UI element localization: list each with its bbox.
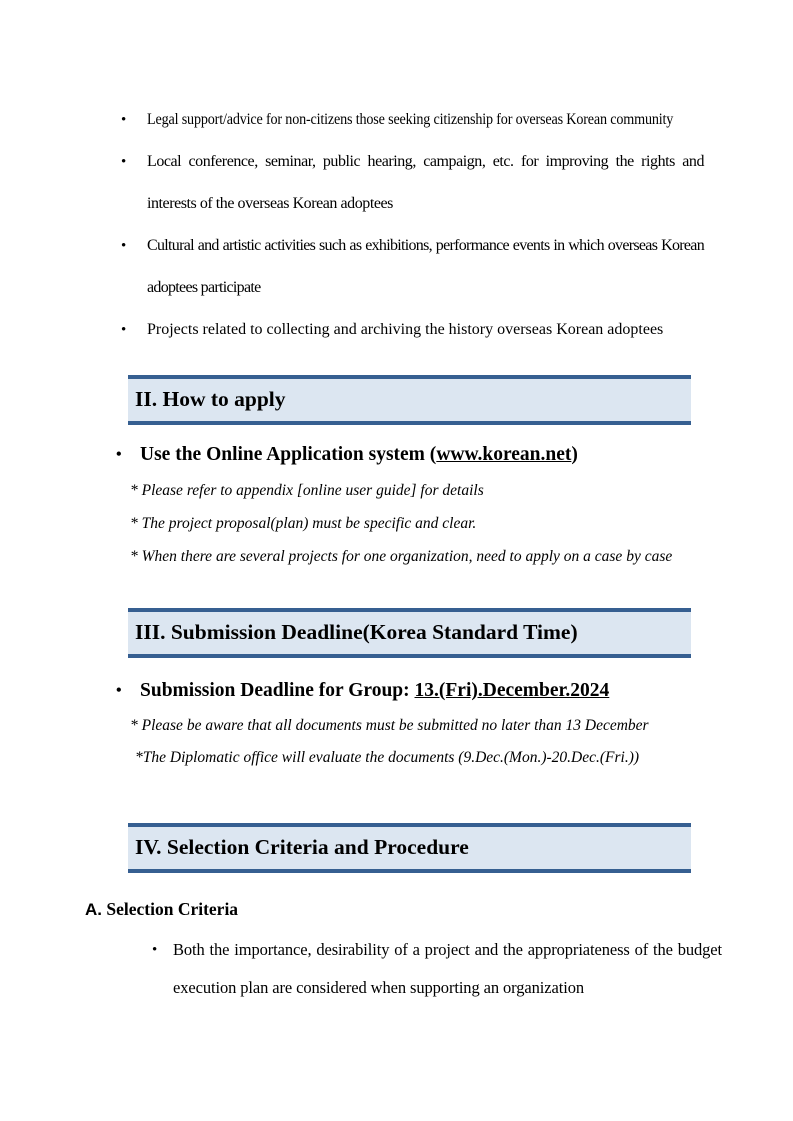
text-segment: ) <box>571 444 578 465</box>
section-heading-selection <box>128 823 691 873</box>
section-heading-how-to-apply <box>128 375 691 425</box>
note-line: * When there are several projects for one organization, need to apply on a case by case <box>130 548 673 565</box>
apply-notes <box>130 474 740 573</box>
bullet-icon: • <box>116 682 122 699</box>
note-line: * Please refer to appendix [online user guide] for details <box>130 482 484 499</box>
bullet-text: Cultural and artistic activities such as exhibitions, performance events in which overseas Korean adoptees participate <box>147 237 704 296</box>
bullet-text: Projects related to collecting and archiving the history overseas Korean adoptees <box>147 321 664 338</box>
korean-net-link[interactable]: www.korean.net <box>436 444 572 465</box>
bullet-icon: • <box>152 942 158 958</box>
section-heading-text: III. Submission Deadline(Korea Standard Time) <box>135 620 578 644</box>
bullet-icon: • <box>121 154 127 170</box>
list-item <box>121 141 704 225</box>
bullet-icon: • <box>121 112 127 128</box>
subheading-letter: A. <box>85 900 102 919</box>
note-line: * The project proposal(plan) must be specific and clear. <box>130 515 477 532</box>
text-segment: Submission Deadline for Group: <box>140 680 415 701</box>
bullet-icon: • <box>116 446 122 463</box>
bullet-text: Local conference, seminar, public hearing, campaign, etc. for improving the rights and interests of the overseas Korean adoptees <box>147 153 704 212</box>
note-line: *The Diplomatic office will evaluate the documents (9.Dec.(Mon.)-20.Dec.(Fri.)) <box>135 749 640 766</box>
subheading-selection-criteria <box>85 899 238 920</box>
selection-criteria-bullet <box>152 931 722 1007</box>
text-segment: Use the Online Application system ( <box>140 444 437 465</box>
list-item <box>121 99 704 141</box>
list-item <box>121 225 704 309</box>
subheading-label: Selection Criteria <box>106 899 239 919</box>
apply-bullet <box>116 444 578 466</box>
deadline-bullet <box>116 680 610 702</box>
intro-bullet-list <box>121 99 704 351</box>
section-heading-text: IV. Selection Criteria and Procedure <box>135 835 469 859</box>
bullet-text: Legal support/advice for non-citizens those seeking citizenship for overseas Korean community <box>147 111 674 128</box>
section-heading-text: II. How to apply <box>135 387 286 411</box>
deadline-date: 13.(Fri).December.2024 <box>414 680 610 701</box>
bullet-icon: • <box>121 238 127 254</box>
bullet-text: Both the importance, desirability of a project and the appropriateness of the budget execution plan are considered when supporting an organization <box>173 940 722 997</box>
bullet-icon: • <box>121 322 127 338</box>
note-line: * Please be aware that all documents must be submitted no later than 13 December <box>130 717 649 734</box>
deadline-notes <box>130 710 740 774</box>
section-heading-deadline <box>128 608 691 658</box>
list-item <box>121 309 704 351</box>
